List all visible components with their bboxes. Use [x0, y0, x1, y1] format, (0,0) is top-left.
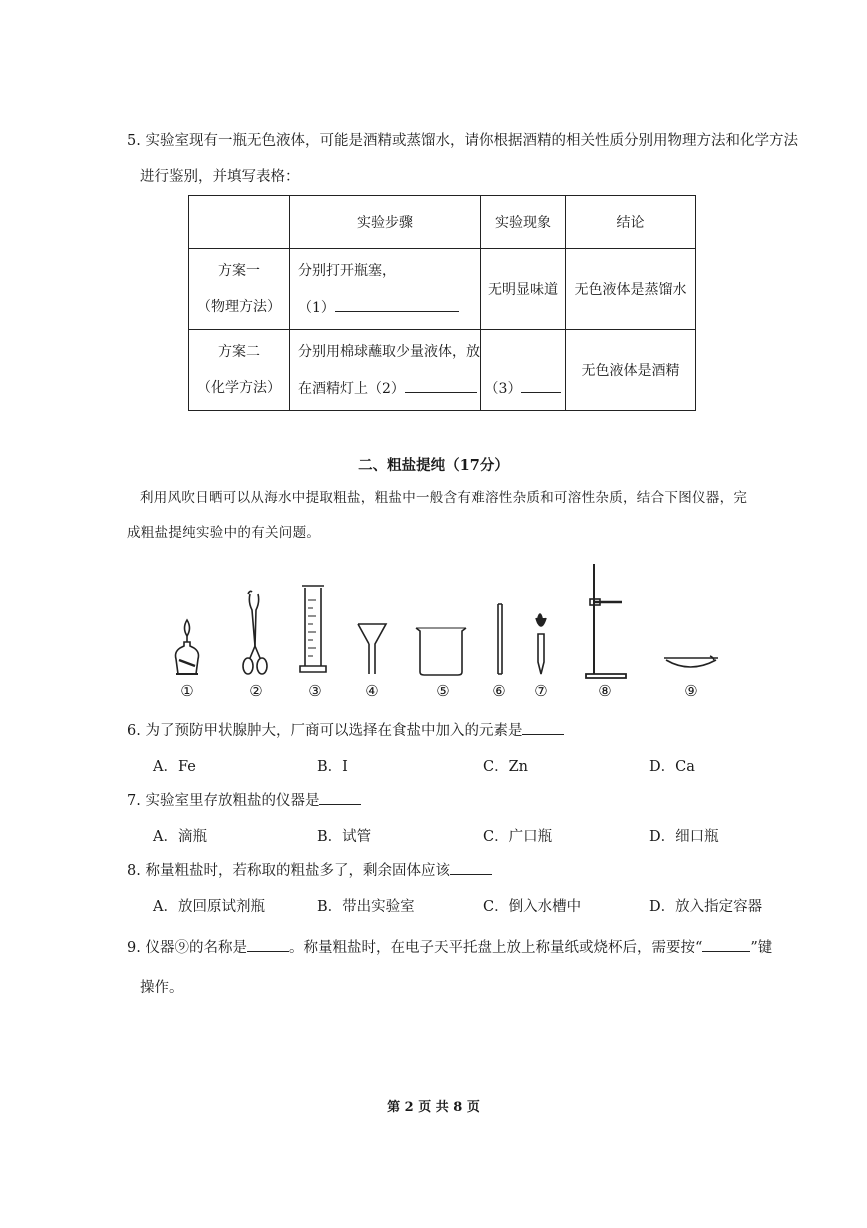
apparatus-label-5: ⑤ — [436, 682, 450, 700]
intro-line1: 利用风吹日晒可以从海水中提取粗盐，粗盐中一般含有难溶性杂质和可溶性杂质，结合下图仪器，完 — [140, 490, 748, 506]
q7-option-d[interactable]: D．细口瓶 — [649, 829, 719, 845]
glass-rod-icon — [498, 604, 502, 674]
q6-answer-blank[interactable] — [522, 720, 564, 735]
q6-stem — [127, 720, 564, 741]
q5-line2: 进行鉴别，并填写表格： — [140, 169, 300, 185]
conclusion-cell: 无色液体是蒸馏水 — [566, 249, 696, 330]
step-cell — [290, 249, 481, 330]
plan-cell — [189, 249, 290, 330]
q6-option-a[interactable]: A．Fe — [153, 759, 196, 775]
dropper-icon — [536, 614, 546, 674]
header-steps: 实验步骤 — [290, 196, 481, 249]
q9-answer-blank-2[interactable] — [702, 937, 750, 952]
apparatus-label-6: ⑥ — [492, 682, 506, 700]
q8-answer-blank[interactable] — [450, 860, 492, 875]
q7-answer-blank[interactable] — [319, 790, 361, 805]
phenomenon-line — [481, 378, 565, 399]
crucible-tongs-icon — [243, 591, 267, 674]
q9-text-2: 。称量粗盐时，在电子天平托盘上放上称量纸或烧杯后，需要按“ — [288, 940, 703, 956]
plan-name: 方案一 — [218, 263, 260, 279]
apparatus-label-4: ④ — [365, 682, 379, 700]
apparatus-label-3: ③ — [308, 682, 322, 700]
q7-option-c[interactable]: C．广口瓶 — [483, 829, 553, 845]
q6-option-b[interactable]: B．I — [317, 759, 348, 775]
q7-option-a[interactable]: A．滴瓶 — [153, 829, 207, 845]
q8-stem — [127, 860, 492, 881]
q5-line1: 5. 实验室现有一瓶无色液体，可能是酒精或蒸馏水，请你根据酒精的相关性质分别用物理方法和化学方法 — [127, 133, 798, 149]
step-text-1: 分别用棉球蘸取少量液体，放 — [298, 343, 480, 360]
phenomenon-cell: 无明显味道 — [481, 249, 566, 330]
apparatus-figure — [150, 556, 740, 686]
q6-text: 6. 为了预防甲状腺肿大，厂商可以选择在食盐中加入的元素是 — [127, 723, 523, 739]
q9-text-3: ”键 — [750, 940, 773, 956]
intro-line2: 成粗盐提纯实验中的有关问题。 — [127, 525, 321, 541]
q7-stem — [127, 790, 361, 811]
alcohol-lamp-icon — [176, 620, 199, 674]
conclusion-cell: 无色液体是酒精 — [566, 330, 696, 411]
plan-method: （化学方法） — [197, 380, 281, 396]
table-row — [189, 249, 696, 330]
phenomenon-label: （3） — [484, 380, 522, 397]
step-text-1: 分别打开瓶塞， — [298, 262, 396, 279]
evaporating-dish-icon — [664, 656, 718, 667]
answer-blank-3[interactable] — [521, 378, 561, 393]
apparatus-label-9: ⑨ — [684, 682, 698, 700]
funnel-icon — [358, 624, 386, 674]
answer-blank-2[interactable] — [405, 378, 477, 393]
plan-cell — [189, 330, 290, 411]
q9-answer-blank-1[interactable] — [247, 937, 289, 952]
header-empty — [189, 196, 290, 249]
apparatus-label-8: ⑧ — [598, 682, 612, 700]
q8-option-c[interactable]: C．倒入水槽中 — [483, 899, 582, 915]
q8-text: 8. 称量粗盐时，若称取的粗盐多了，剩余固体应该 — [127, 863, 450, 879]
table-header-row — [189, 196, 696, 249]
step-line-2 — [298, 378, 480, 399]
step-line-2 — [298, 297, 480, 318]
step-cell — [290, 330, 481, 411]
q7-text: 7. 实验室里存放粗盐的仪器是 — [127, 793, 320, 809]
apparatus-label-7: ⑦ — [534, 682, 548, 700]
experiment-table — [188, 195, 696, 411]
q9-line2: 操作。 — [140, 980, 184, 996]
measuring-cylinder-icon — [300, 586, 326, 672]
q8-option-d[interactable]: D．放入指定容器 — [649, 899, 763, 915]
apparatus-label-2: ② — [249, 682, 263, 700]
q7-option-b[interactable]: B．试管 — [317, 829, 372, 845]
q9-text-1: 9. 仪器⑨的名称是 — [127, 940, 247, 956]
plan-method: （物理方法） — [197, 299, 281, 315]
q8-option-a[interactable]: A．放回原试剂瓶 — [153, 899, 265, 915]
section-title: 二、粗盐提纯（17分） — [358, 457, 509, 474]
plan-name: 方案二 — [218, 344, 260, 360]
step-text-2: 在酒精灯上（2） — [298, 380, 405, 397]
phenomenon-cell — [481, 330, 566, 411]
q6-option-d[interactable]: D．Ca — [649, 759, 695, 775]
beaker-icon — [416, 628, 466, 675]
table-row — [189, 330, 696, 411]
q6-option-c[interactable]: C．Zn — [483, 759, 529, 775]
header-phenomenon: 实验现象 — [481, 196, 566, 249]
page-footer: 第 2 页 共 8 页 — [387, 1100, 480, 1115]
answer-blank-1[interactable] — [335, 297, 459, 312]
header-conclusion: 结论 — [566, 196, 696, 249]
q9-stem — [127, 937, 772, 958]
step-text-2: （1） — [298, 299, 335, 316]
q8-option-b[interactable]: B．带出实验室 — [317, 899, 415, 915]
apparatus-label-1: ① — [180, 682, 194, 700]
iron-stand-icon — [586, 564, 626, 678]
